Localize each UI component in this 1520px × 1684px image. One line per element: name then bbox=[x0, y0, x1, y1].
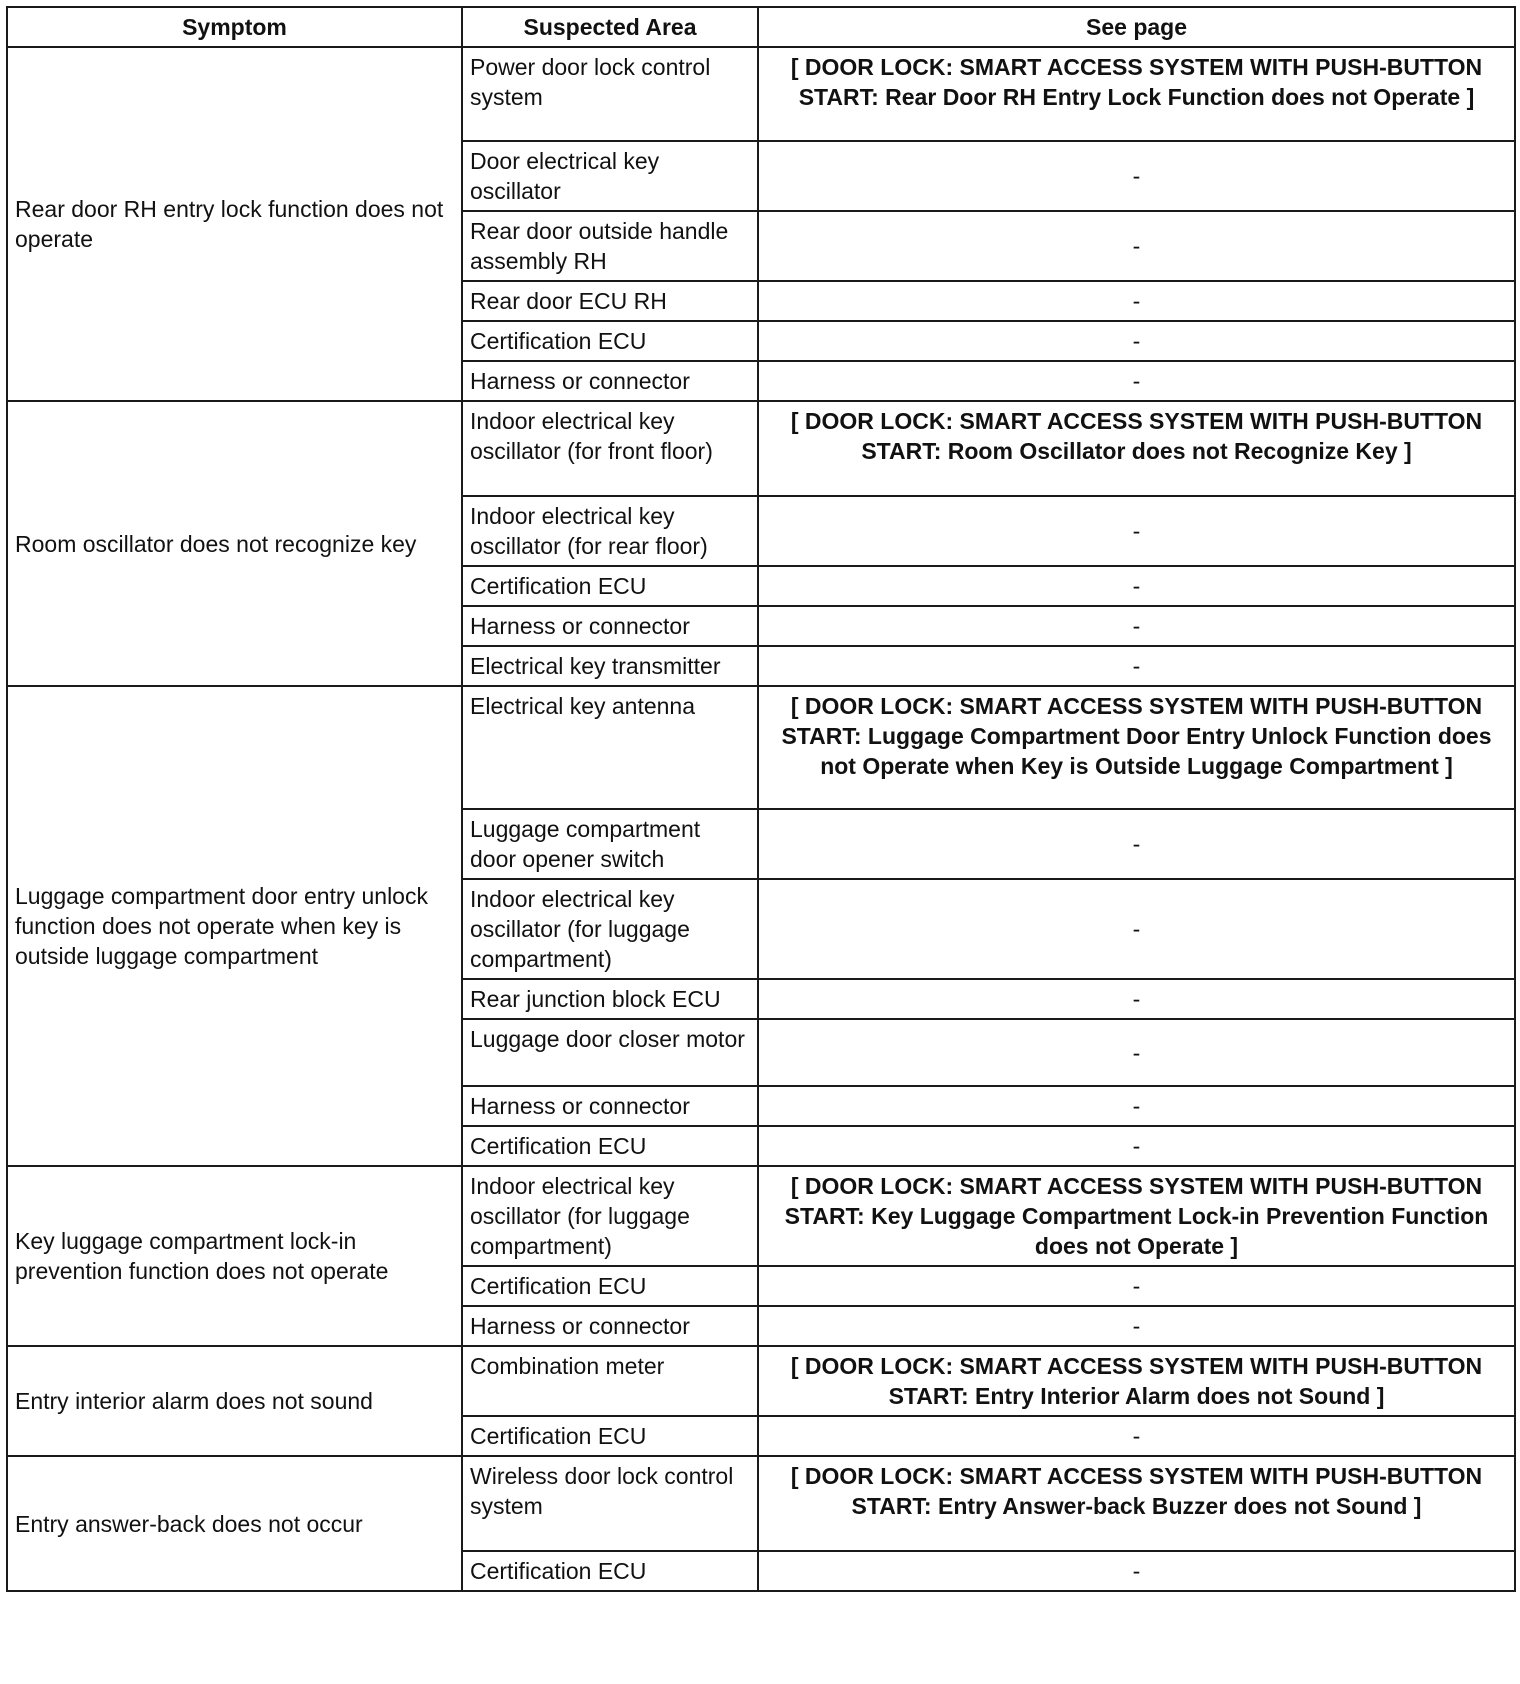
see-page-cell: - bbox=[758, 321, 1515, 361]
see-page-cell: - bbox=[758, 496, 1515, 566]
suspected-area-cell: Harness or connector bbox=[462, 1086, 758, 1126]
suspected-area-cell: Rear door outside handle assembly RH bbox=[462, 211, 758, 281]
header-see-page: See page bbox=[758, 7, 1515, 47]
table-row bbox=[7, 1456, 1515, 1551]
suspected-area-cell: Indoor electrical key oscillator (for luggage compartment) bbox=[462, 879, 758, 979]
diagnosis-table bbox=[6, 6, 1516, 1592]
see-page-cell: - bbox=[758, 1086, 1515, 1126]
header-symptom: Symptom bbox=[7, 7, 462, 47]
see-page-link[interactable]: [ DOOR LOCK: SMART ACCESS SYSTEM WITH PUSH-BUTTON START: Entry Interior Alarm does not Sound ] bbox=[758, 1346, 1515, 1416]
suspected-area-cell: Harness or connector bbox=[462, 1306, 758, 1346]
suspected-area-cell: Rear junction block ECU bbox=[462, 979, 758, 1019]
see-page-cell: - bbox=[758, 1306, 1515, 1346]
suspected-area-cell: Indoor electrical key oscillator (for luggage compartment) bbox=[462, 1166, 758, 1266]
symptom-cell: Key luggage compartment lock-in prevention function does not operate bbox=[7, 1166, 462, 1346]
see-page-link[interactable]: [ DOOR LOCK: SMART ACCESS SYSTEM WITH PUSH-BUTTON START: Luggage Compartment Door Entry Unlock Function does not Operate when Key is Outside Luggage Compartment ] bbox=[758, 686, 1515, 809]
see-page-link[interactable]: [ DOOR LOCK: SMART ACCESS SYSTEM WITH PUSH-BUTTON START: Key Luggage Compartment Lock-in Prevention Function does not Operate ] bbox=[758, 1166, 1515, 1266]
see-page-cell: - bbox=[758, 566, 1515, 606]
see-page-cell: - bbox=[758, 211, 1515, 281]
suspected-area-cell: Luggage compartment door opener switch bbox=[462, 809, 758, 879]
suspected-area-cell: Power door lock control system bbox=[462, 47, 758, 141]
table-row bbox=[7, 686, 1515, 809]
symptom-cell: Rear door RH entry lock function does not operate bbox=[7, 47, 462, 401]
see-page-cell: - bbox=[758, 1416, 1515, 1456]
see-page-cell: - bbox=[758, 809, 1515, 879]
header-suspected-area: Suspected Area bbox=[462, 7, 758, 47]
see-page-cell: - bbox=[758, 361, 1515, 401]
suspected-area-cell: Certification ECU bbox=[462, 566, 758, 606]
suspected-area-cell: Harness or connector bbox=[462, 606, 758, 646]
suspected-area-cell: Certification ECU bbox=[462, 1416, 758, 1456]
suspected-area-cell: Certification ECU bbox=[462, 321, 758, 361]
see-page-cell: - bbox=[758, 141, 1515, 211]
see-page-link[interactable]: [ DOOR LOCK: SMART ACCESS SYSTEM WITH PUSH-BUTTON START: Entry Answer-back Buzzer does not Sound ] bbox=[758, 1456, 1515, 1551]
suspected-area-cell: Certification ECU bbox=[462, 1551, 758, 1591]
suspected-area-cell: Door electrical key oscillator bbox=[462, 141, 758, 211]
see-page-cell: - bbox=[758, 879, 1515, 979]
suspected-area-cell: Indoor electrical key oscillator (for front floor) bbox=[462, 401, 758, 496]
suspected-area-cell: Combination meter bbox=[462, 1346, 758, 1416]
symptom-cell: Entry interior alarm does not sound bbox=[7, 1346, 462, 1456]
see-page-cell: - bbox=[758, 281, 1515, 321]
header-row bbox=[7, 7, 1515, 47]
see-page-cell: - bbox=[758, 646, 1515, 686]
suspected-area-cell: Indoor electrical key oscillator (for rear floor) bbox=[462, 496, 758, 566]
table-row bbox=[7, 1166, 1515, 1266]
suspected-area-cell: Luggage door closer motor bbox=[462, 1019, 758, 1086]
table-row bbox=[7, 1346, 1515, 1416]
suspected-area-cell: Wireless door lock control system bbox=[462, 1456, 758, 1551]
symptom-cell: Entry answer-back does not occur bbox=[7, 1456, 462, 1591]
suspected-area-cell: Certification ECU bbox=[462, 1126, 758, 1166]
suspected-area-cell: Rear door ECU RH bbox=[462, 281, 758, 321]
table-row bbox=[7, 47, 1515, 141]
see-page-cell: - bbox=[758, 1019, 1515, 1086]
suspected-area-cell: Certification ECU bbox=[462, 1266, 758, 1306]
symptom-cell: Luggage compartment door entry unlock function does not operate when key is outside luggage compartment bbox=[7, 686, 462, 1166]
suspected-area-cell: Electrical key transmitter bbox=[462, 646, 758, 686]
see-page-cell: - bbox=[758, 606, 1515, 646]
see-page-cell: - bbox=[758, 1266, 1515, 1306]
see-page-cell: - bbox=[758, 1551, 1515, 1591]
see-page-link[interactable]: [ DOOR LOCK: SMART ACCESS SYSTEM WITH PUSH-BUTTON START: Room Oscillator does not Recognize Key ] bbox=[758, 401, 1515, 496]
table-row bbox=[7, 401, 1515, 496]
see-page-link[interactable]: [ DOOR LOCK: SMART ACCESS SYSTEM WITH PUSH-BUTTON START: Rear Door RH Entry Lock Function does not Operate ] bbox=[758, 47, 1515, 141]
suspected-area-cell: Electrical key antenna bbox=[462, 686, 758, 809]
symptom-cell: Room oscillator does not recognize key bbox=[7, 401, 462, 686]
see-page-cell: - bbox=[758, 979, 1515, 1019]
suspected-area-cell: Harness or connector bbox=[462, 361, 758, 401]
see-page-cell: - bbox=[758, 1126, 1515, 1166]
